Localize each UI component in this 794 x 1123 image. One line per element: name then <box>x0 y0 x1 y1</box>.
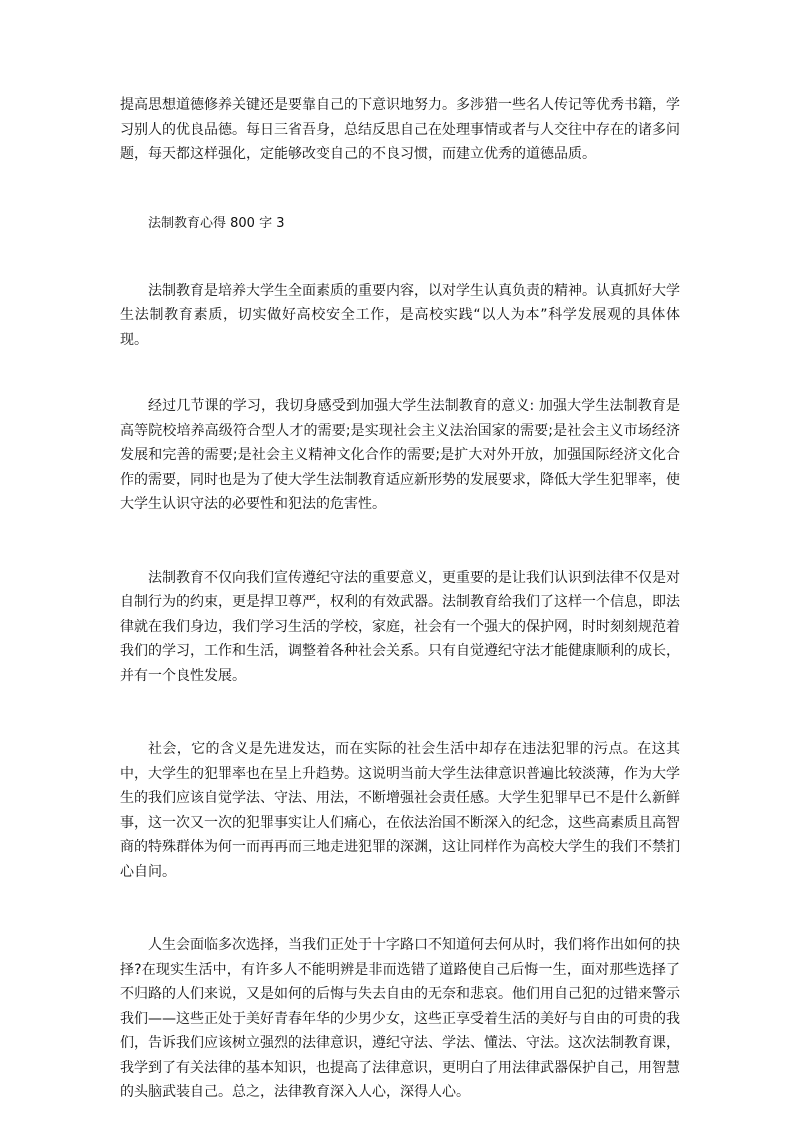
section-heading: 法制教育心得 800 字 3 <box>148 215 285 231</box>
document-page <box>120 93 680 1105</box>
intro-paragraph: 提高思想道德修养关键还是要靠自己的下意识地努力。多涉猎一些名人传记等优秀书籍，学习别人的优良品德。每日三省吾身，总结反思自己在处理事情或者与人交往中存在的诸多问题，每天都这样强化，定能够改变自己的不良习惯，而建立优秀的道德品质。 <box>120 97 680 162</box>
body-paragraph-1: 法制教育是培养大学生全面素质的重要内容，以对学生认真负责的精神。认真抓好大学生法制教育素质，切实做好高校安全工作，是高校实践“以人为本”科学发展观的具体体现。 <box>120 282 680 348</box>
body-paragraph-2: 经过几节课的学习，我切身感受到加强大学生法制教育的意义: 加强大学生法制教育是高等院校培养高级符合型人才的需要;是实现社会主义法治国家的需要;是社会主义市场经济发展和完善的需要;是社会主义精神文化合作的需要;是扩大对外开放，加强国际经济文化合作的需要，同时也是为了使大学生法制教育适应新形势的发展要求，降低大学生犯罪率，使大学生认识守法的必要性和犯法的危害性。 <box>120 398 680 512</box>
body-paragraph-5: 人生会面临多次选择，当我们正处于十字路口不知道何去何从时，我们将作出如何的抉择?在现实生活中，有许多人不能明辨是非而选错了道路使自己后悔一生，面对那些选择了不归路的人们来说，又是如何的后悔与失去自由的无奈和悲哀。他们用自己犯的过错来警示我们——这些正处于美好青春年华的少男少女，这些正享受着生活的美好与自由的可贵的我们，告诉我们应该树立强烈的法律意识，遵纪守法、学法、懂法、守法。这次法制教育课，我学到了有关法律的基本知识，也提高了法律意识，更明白了用法律武器保护自己，用智慧的头脑武装自己。总之，法律教育深入人心，深得人心。 <box>120 937 680 1100</box>
body-paragraph-4: 社会，它的含义是先进发达，而在实际的社会生活中却存在违法犯罪的污点。在这其中，大学生的犯罪率也在呈上升趋势。这说明当前大学生法律意识普遍比较淡薄，作为大学生的我们应该自觉学法、守法、用法，不断增强社会责任感。大学生犯罪早已不是什么新鲜事，这一次又一次的犯罪事实让人们痛心，在依法治国不断深入的纪念，这些高素质且高智商的特殊群体为何一而再再而三地走进犯罪的深渊，这让同样作为高校大学生的我们不禁扪心自问。 <box>120 741 680 880</box>
body-paragraph-3: 法制教育不仅向我们宣传遵纪守法的重要意义，更重要的是让我们认识到法律不仅是对自制行为的约束，更是捍卫尊严，权利的有效武器。法制教育给我们了这样一个信息，即法律就在我们身边，我们学习生活的学校，家庭，社会有一个强大的保护网，时时刻刻规范着我们的学习，工作和生活，调整着各种社会关系。只有自觉遵纪守法才能健康顺利的成长，并有一个良性发展。 <box>120 569 680 684</box>
